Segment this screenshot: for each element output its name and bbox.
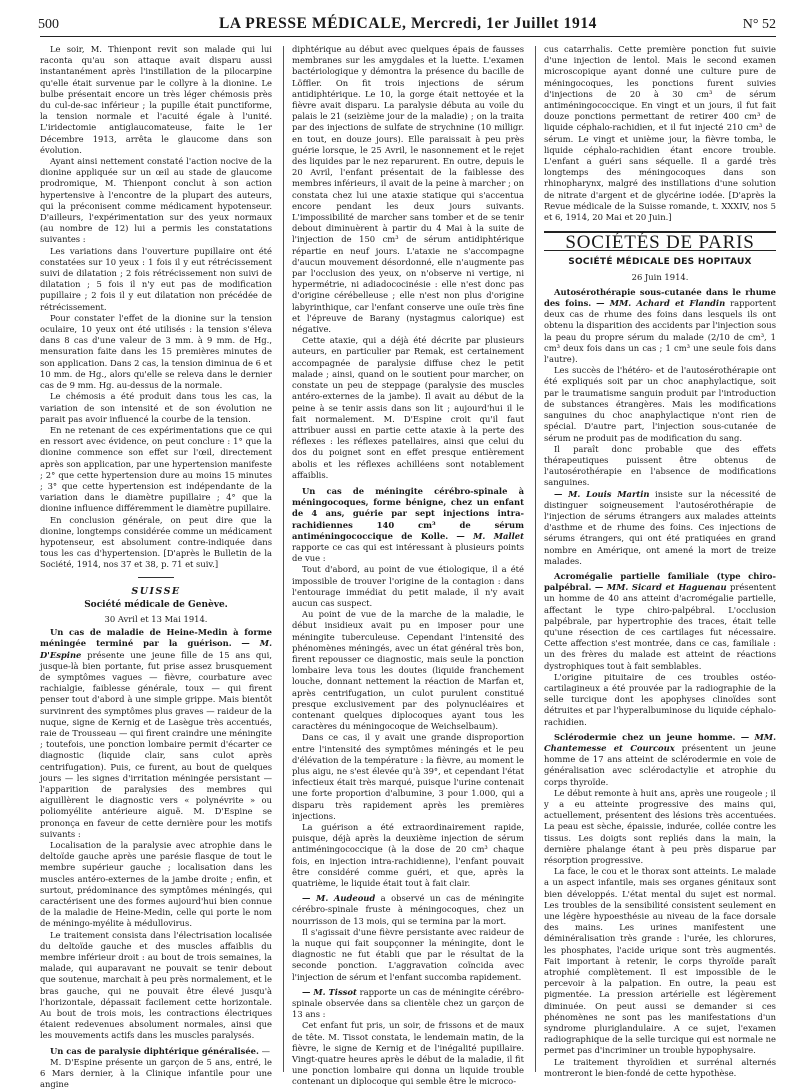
- paragraph: Il paraît donc probable que des effets thérapeutiques puissent être obtenus de l'autosérothérapie en l'absence de modifications sanguines.: [544, 443, 776, 488]
- paragraph: Le début remonte à huit ans, après une rougeole ; il y a eu atteinte progressive des mains qui, actuellement, présentent des lésions très accentuées. La peau est sèche, épaissie, indurée, collée contre les tissus. Les doigts sont repliés dans la main, la dernière phalange étant à peu près disparue par résorption progressive.: [544, 787, 776, 866]
- paragraph: Il s'agissait d'une fièvre persistante avec raideur de la nuque qui fait soupçonner la méningite, dont le diagnostic ne fut établi que par le résultat de la seconde ponction. L'aggravation coïncida avec l'injection de sérum et l'enfant succomba rapidement.: [292, 926, 524, 982]
- article: [40, 627, 272, 840]
- article-title: Un cas de paralysie diphtérique généralisée.: [50, 1045, 259, 1056]
- paragraph: cus catarrhalis. Cette première ponction fut suivie d'une injection de lentol. Mais le second examen microscopique ayant donné une culture pure de méningocoques, les ponctions furent suivies d'injections de 20 à 30 cm³ de sérum antiméningococcique. En vingt et un jours, il fut fait douze ponctions permettant de retirer 400 cm³ de liquide céphalo-rachidien, et il fut injecté 210 cm³ de sérum. Le vingt et unième jour, la fièvre tomba, le liquide céphalo-rachidien étant encore trouble. L'enfant a guéri sans séquelle. Il a gardé très longtemps des méningocoques dans son rhinopharynx, malgré des instillations d'une solution de nitrate d'argent et de glycérine iodée. [D'après la Revue médicale de la Suisse romande, t. XXXIV, nos 5 et 6, 1914, 20 Mai et 20 Juin.]: [544, 44, 776, 223]
- column-3: [544, 44, 777, 1078]
- paragraph: La face, le cou et le thorax sont atteints. Le malade a un aspect infantile, mais ses organes génitaux sont bien développés. L'état mental du sujet est normal. Les troubles de la sensibilité consistent seulement en une légère hypoesthésie au niveau de la face dorsale des mains. Les urines manifestent une déminéralisation très grande : l'urée, les chlorures, les phosphates, l'acide urique sont très augmentés. Fait important à retenir, le corps thyroïde paraît atrophié complètement. Il est impossible de le percevoir à la palpation. En outre, la peau est pigmentée. La pression artérielle est légèrement diminuée. On peut aussi se demander si ces phénomènes ne sont pas les manifestations d'un syndrome pluriglandulaire. A ce sujet, l'examen radiographique de la selle turcique qui est normale ne permet pas d'incriminer un trouble hypophysaire.: [544, 866, 776, 1056]
- session-date: 30 Avril et 13 Mai 1914.: [104, 613, 208, 624]
- paragraph: En conclusion générale, on peut dire que la dionine, longtemps considérée comme un médicament hypotenseur, est absolument contre-indiquée dans tous les cas d'hypertension. [D'après le Bulletin de la Société, 1914, nos 37 et 38, p. 71 et suiv.]: [40, 514, 272, 570]
- article-title: Un cas de maladie de Heine-Medin à forme méningée terminé par la guérison.: [40, 627, 272, 649]
- issue-number: N° 52: [742, 17, 776, 32]
- article-author: — M. Tissot: [302, 986, 357, 997]
- section-country: SUISSE: [131, 585, 181, 597]
- page-header: [40, 14, 776, 37]
- article-text: a observé un cas de méningite cérébro-spinale fruste à méningocoques, chez un nourrisson de 13 mois, qui se termina par la mort.: [292, 893, 524, 926]
- article-author: — MM. Chantemesse et Courcoux: [544, 731, 776, 753]
- article-author: — M. Louis Martin: [554, 488, 650, 499]
- article: [292, 987, 524, 1021]
- paragraph: L'origine pituitaire de ces troubles ostéo-cartilagineux a été prouvée par la radiographie de la selle turcique dont les apophyses clinoïdes sont détruites et par l'hyperalbuminose du liquide céphalo-rachidien.: [544, 671, 776, 727]
- article-text: insiste sur la nécessité de distinguer soigneusement l'autosérothérapie de l'injection de sérums étrangers aux malades atteints d'asthme et de rhume des foins. Ces injections de sérums étrangers, qui ont été pratiquées en grand nombre en Amérique, ont amené la mort de treize malades.: [544, 488, 776, 566]
- article: [544, 571, 776, 672]
- paragraph: Le traitement thyroïdien et surrénal alternés montreront le bien-fondé de cette hypothèse.: [544, 1056, 776, 1078]
- paragraph: En ne retenant de ces expérimentations que ce qui en ressort avec évidence, on peut conclure : 1° que la dionine commence son effet sur l'œil, directement après son application, par une hypertension manifeste ; 2° que cette hypertension dure au moins 15 minutes ; 3° que cette hypertension est indépendante de la variation dans le diamètre pupillaire ; 4° que la dionine influence différemment le diamètre pupillaire.: [40, 424, 272, 514]
- paragraph: La guérison a été extraordinairement rapide, puisque, déjà après la deuxième injection de sérum antiméningococcique (à la dose de 20 cm³ chaque fois, en injection intra-rachidienne), l'enfant pouvait être considéré comme guéri, et que, après la quatrième, le liquide était tout à fait clair.: [292, 822, 524, 889]
- article-author: —: [261, 1045, 270, 1056]
- separator-rule: [138, 577, 174, 578]
- paragraph: Dans ce cas, il y avait une grande disproportion entre l'intensité des symptômes méningés et le peu d'élévation de la température : la fièvre, au moment le plus aigu, ne s'est élevée qu'à 39°, et cependant l'état infectieux était très marqué, puisque l'urine contenait une forte proportion d'albumine, 3 pour 1.000, qui a disparu très rapidement après les premières injections.: [292, 732, 524, 821]
- article: [544, 732, 776, 788]
- article-text: rapportent deux cas de rhume des foins dans lesquels ils ont obtenu la disparition des accidents par l'injection sous la peau du propre sérum du malade (2/10 de cm³, 1 cm³ deux fois dans un cas ; 1 cm³ une seule fois dans l'autre).: [544, 298, 777, 365]
- column-divider: [535, 46, 536, 1072]
- article-text: présente une jeune fille de 15 ans qui, jusque-là bien portante, fut prise assez brusquement de symptômes vagues — fièvre, courbature avec rachialgie, faiblesse générale, toux — qui firent penser tout d'abord à une simple grippe. Mais bientôt survinrent des symptômes plus graves — raideur de la nuque, signe de Kernig et de Lasègue très accentués, raie de Trousseau — qui firent craindre une méningite ; toutefois, une ponction lombaire permit d'écarter ce diagnostic (liquide clair, sans culot après centrifugation). Puis, ce furent, au bout de quelques jours — les signes d'irritation méningée persistant — l'apparition de paralysies des membres qui aiguillèrent le diagnostic vers « polynévrite » ou poliomyélite antérieure aiguë. M. D'Espine se prononça en faveur de cette dernière pour les motifs suivants :: [40, 649, 272, 839]
- paragraph: Cet enfant fut pris, un soir, de frissons et de maux de tête. M. Tissot constata, le lendemain matin, de la fièvre, le signe de Kernig et de l'inégalité pupillaire. Vingt-quatre heures après le début de la maladie, il fit une ponction lombaire qui donna un liquide trouble contenant un diplocoque qui semble être le microco-: [292, 1020, 524, 1087]
- article-title: Acromégalie partielle familiale (type chiro-palpébral.: [544, 570, 776, 593]
- paragraph: Localisation de la paralysie avec atrophie dans le deltoïde gauche après une parésie flasque de tout le membre supérieur gauche ; localisation dans les muscles antéro-externes de la jambe droite ; enfin, et surtout, prédominance des symptômes méningés, qui caractérisent une des formes aujourd'hui bien connue de la maladie de Heine-Medin, celle qui porte le nom de méningo-myélite à médullovirus.: [40, 840, 272, 929]
- paragraph: M. D'Espine présente un garçon de 5 ans, entré, le 6 Mars dernier, à la Clinique infantile pour une angine: [40, 1056, 272, 1090]
- article: [544, 489, 776, 567]
- paragraph: Ayant ainsi nettement constaté l'action nocive de la dionine appliquée sur un œil au stade de glaucome prodromique, M. Thienpont conclut à son action hypertensive à l'encontre de la plupart des auteurs, qui la préconisent comme médicament hypotenseur. D'ailleurs, l'expérimentation sur des yeux normaux (au nombre de 12) lui a permis les constatations suivantes :: [40, 156, 272, 245]
- article: [292, 486, 524, 564]
- article-title: Un cas de méningite cérébro-spinale à méningocoques, forme bénigne, chez un enfant de 4 ans, guérie par sept injections intra-rachidiennes 140 cm³ de sérum antiméningococcique de Kolle.: [292, 485, 524, 541]
- paragraph: Tout d'abord, au point de vue étiologique, il a été impossible de trouver l'origine de la contagion : dans l'entourage immédiat du petit malade, il n'y avait aucun cas suspect.: [292, 564, 524, 608]
- column-2: [292, 44, 524, 1087]
- journal-page: [38, 14, 777, 1090]
- section-heading: [40, 586, 272, 626]
- paragraph: Pour constater l'effet de la dionine sur la tension oculaire, 10 yeux ont été utilisés : la tension s'éleva dans 8 cas d'une valeur de 3 mm. à 9 mm. de Hg., mensuration faite dans les 15 premières minutes de son application. Dans 2 cas, la tension diminua de 6 et 10 mm. de Hg., alors qu'elle se releva dans le dernier cas de 9 mm. Hg. au-dessus de la normale.: [40, 312, 272, 391]
- column-1: [40, 44, 272, 1090]
- journal-title: LA PRESSE MÉDICALE, Mercredi, 1er Juillet 1914: [218, 15, 598, 32]
- paragraph: Le soir, M. Thienpont revit son malade qui lui raconta qu'au son attaque avait disparu aussi instantanément après l'instillation de la pilocarpine qu'elle était survenue par le collyre à la dionine. Le bulbe présentait encore un très léger chémosis près du cul-de-sac inférieur ; la pupille était punctiforme, la tension normale et l'acuité égale à l'unité. L'iridectomie antiglaucomateuse, faite le 1er Décembre 1913, arrêta le glaucome dans son évolution.: [40, 44, 272, 155]
- article-title: Autosérothérapie sous-cutanée dans le rhume des foins.: [544, 286, 776, 309]
- society-name: SOCIÉTÉ MÉDICALE DES HOPITAUX: [568, 257, 752, 268]
- article-text: rapporte un cas de méningite cérébro-spinale observée dans sa clientèle chez un garçon de 13 ans :: [292, 986, 524, 1020]
- column-divider: [283, 46, 284, 1072]
- paragraph: Le traitement consista dans l'électrisation localisée du deltoïde gauche et des muscles affaiblis du membre inférieur droit : au bout de trois semaines, la malade, qui auparavant ne pouvait se tenir debout que soutenue, marchait à peu près normalement, et le bras gauche, qui ne pouvait être élevé jusqu'à l'horizontale, dépassait facilement cette horizontale. Au bout de trois mois, les contractions électriques étaient redevenues absolument normales, ainsi que les mouvements actifs dans les muscles paralysés.: [40, 929, 272, 1041]
- section-banner: [544, 231, 776, 254]
- article-author: — M. Mallet: [456, 530, 524, 541]
- paragraph: Les variations dans l'ouverture pupillaire ont été constatées sur 10 yeux : 1 fois il y eut rétrécissement suivi de dilatation ; 2 fois rétrécissement non suivi de dilatation ; 5 fois il n'y eut pas de modification pupillaire ; 2 fois il y eut dilatation non précédée de rétrécissement.: [40, 245, 272, 312]
- article-columns: [40, 44, 777, 1090]
- article-text: rapporte ce cas qui est intéressant à plusieurs points de vue :: [292, 541, 524, 564]
- article: [292, 893, 524, 927]
- paragraph: Les succès de l'hétéro- et de l'autosérothérapie ont été expliqués soit par un choc anaphylactique, soit par le traumatisme sanguin produit par l'introduction de substances étrangères. Mais les modifications sanguines du choc anaphylactique n'ont rien de spécial. D'autre part, l'injection sous-cutanée de sérum ne produit pas de modification du sang.: [544, 365, 776, 443]
- article-text: présentent un homme de 40 ans atteint d'acromégalie partielle, affectant le type chiro-palpébral. L'occlusion palpébrale, par hypertrophie des traces, était telle qu'une résection de ces cartilages fut nécessaire. Cette affection s'est montrée, dans ce cas, familiale : un des frères du malade est atteint de réactions dystrophiques tout à fait semblables.: [544, 582, 777, 671]
- article-author: — M. Audeoud: [302, 893, 376, 904]
- article: [544, 287, 776, 365]
- article-author: — MM. Achard et Flandin: [596, 298, 726, 309]
- article-text: présentent un jeune homme de 17 ans atteint de sclérodermie en voie de généralisation avec sclérodactylie et atrophie du corps thyroïde.: [544, 742, 776, 787]
- article-author: — MM. Sicard et Haguenau: [594, 582, 727, 593]
- paragraph: Au point de vue de la marche de la maladie, le début insidieux avait pu en imposer pour une méningite tuberculeuse. Cependant l'intensité des phénomènes méningés, avec un état général très bon, firent repousser ce diagnostic, mais seule la ponction lombaire leva tous les doutes (liquide franchement louche, donnant nettement la réaction de Marfan et, après centrifugation, un culot purulent constitué presque exclusivement par des polynucléaires et contenant quelques diplocoques ayant tous les caractères du méningocoque de Weichselbaum).: [292, 609, 524, 732]
- paragraph: Cette ataxie, qui a déjà été décrite par plusieurs auteurs, en particulier par Remak, est certainement accompagnée de paralysie diffuse chez le petit malade ; ainsi, quand on le soutient pour marcher, on constate un peu de steppage (paralysie des muscles antéro-externes de la jambe). Il avait au début de la peine à se tenir assis dans son lit ; aujourd'hui il le fait normalement. M. D'Espine croit qu'il faut attribuer aussi en partie cette ataxie à la perte des réflexes : les réflexes patellaires, ainsi que celui du dos du poignet sont en effet presque entièrement abolis et les réflexes achilléens sont notablement affaiblis.: [292, 335, 524, 480]
- paragraph: Le chémosis a été produit dans tous les cas, la variation de son intensité et de son évolution ne parait pas avoir influencé la courbe de la tension.: [40, 391, 272, 424]
- article-title: Sclérodermie chez un jeune homme.: [554, 731, 736, 742]
- article: [40, 1046, 272, 1057]
- article-author: — M. D'Espine: [40, 638, 272, 660]
- session-date: 26 Juin 1914.: [631, 271, 689, 282]
- section-title: SOCIÉTÉS DE PARIS: [565, 232, 755, 254]
- paragraph: diphtérique au début avec quelques épais de fausses membranes sur les amygdales et la luette. L'examen bactériologique y démontra la présence du bacille de Löffler. On fit trois injections de sérum antidiphtérique. Le 10, la gorge était nettoyée et la fièvre avait disparu. La paralysie débuta au voile du palais le 21 (seizième jour de la maladie) ; on la traita par des injections de sulfate de strychnine (10 milligr. en tout, en douze jours). Elle paraissait à peu près guérie lorsque, le 25 Avril, le nasonnement et le rejet des liquides par le nez reparurent. En outre, depuis le 20 Avril, l'enfant présentait de la faiblesse des membres inférieurs, il avait de la peine à marcher ; on constata chez lui une ataxie statique qui s'accentua encore pendant les deux jours suivants. L'impossibilité de marcher sans tomber et de se tenir debout diminuèrent à partir du 4 Mai à la suite de l'injection de 150 cm³ de sérum antidiphtérique répartie en neuf jours. L'ataxie ne s'accompagne d'aucun mouvement désordonné, elle n'augmente pas par l'occlusion des yeux, on n'observe ni vertige, ni hypermétrie, ni adiadococinésie : elle n'est donc pas d'origine cérébelleuse ; elle n'est non plus d'origine labyrinthique, car l'enfant conserve une ouïe très fine et l'épreuve de Barany (nystagmus calorique) est négative.: [292, 44, 524, 335]
- page-number: 500: [38, 17, 59, 32]
- society-name: Société médicale de Genève.: [84, 599, 228, 610]
